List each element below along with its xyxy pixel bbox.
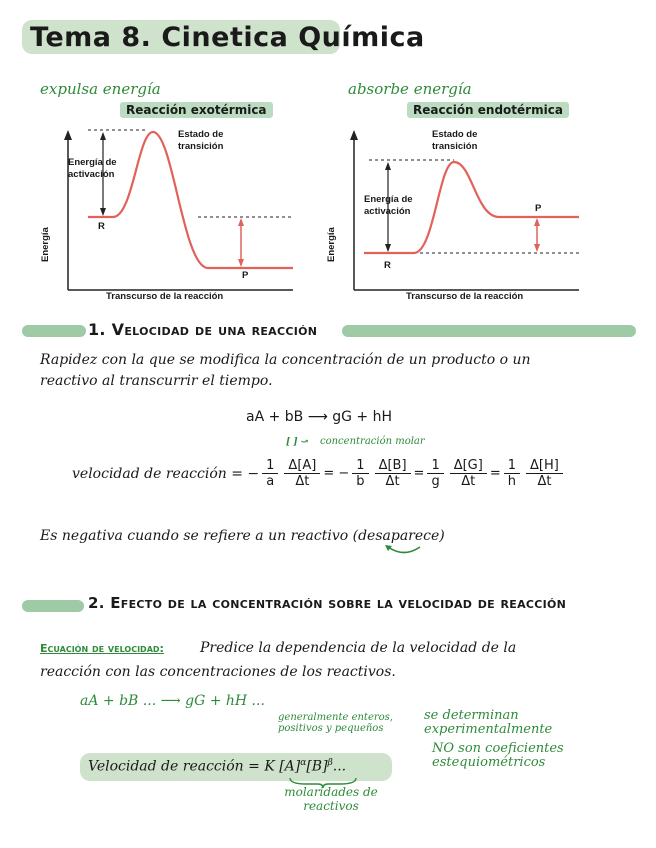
exo-ylabel: Energía — [40, 227, 51, 262]
section1-text-line1: Rapidez con la que se modifica la concentración de un producto o un — [40, 352, 531, 368]
endo-reactant-label: R — [384, 260, 391, 271]
exp-note: generalmente enteros, positivos y pequeños — [278, 712, 393, 734]
ecuacion-text-line1: Predice la dependencia de la velocidad de la — [200, 640, 517, 656]
section1-title: 1. Velocidad de una reacción — [88, 320, 318, 339]
eq-sign-4: = — [489, 466, 501, 481]
endo-ylabel: Energía — [326, 227, 337, 262]
endo-xlabel: Transcurso de la reacción — [406, 291, 524, 302]
rate-eq: Velocidad de reacción = K $[A]^\alpha[B]^\beta$... — [88, 758, 347, 775]
fraction-1g: $\frac{1}{g}$ — [427, 458, 443, 489]
mol-note: molaridades de reactivos — [284, 785, 378, 813]
exo-diagram — [48, 120, 298, 305]
section1-text-line2: reactivo al transcurrir el tiempo. — [40, 373, 273, 389]
exo-xlabel: Transcurso de la reacción — [106, 291, 224, 302]
exp-note-2: se determinan experimentalmente — [424, 708, 553, 737]
fraction-dH: $\frac{\Delta[H]}{\Delta t}$ — [526, 458, 563, 489]
rate-label: velocidad de reacción = − — [72, 465, 260, 482]
exp-note-3: NO son coeficientes estequiométricos — [432, 741, 564, 770]
section2-pill — [22, 600, 84, 612]
endo-transition-label: Estado de transición — [432, 129, 478, 152]
fraction-dB: $\frac{\Delta[B]}{\Delta t}$ — [375, 458, 411, 489]
rate-equation — [72, 458, 566, 489]
negative-arrow — [384, 544, 424, 558]
endo-product-label: P — [535, 203, 542, 214]
endo-activation-label: Energía de activación — [364, 194, 413, 217]
exo-note: expulsa energía — [40, 80, 161, 98]
section1-pill-right — [342, 325, 636, 337]
conc-note: concentración molar — [320, 436, 425, 447]
section1-reaction: aA + bB ⟶ gG + hH — [246, 409, 393, 425]
section1-pill-left — [22, 325, 86, 337]
eq-sign-3: = — [413, 466, 425, 481]
section2-title: 2. Efecto de la concentración sobre la velocidad de reacción — [88, 594, 567, 612]
exo-y-arrow — [64, 130, 72, 140]
endo-title: Reacción endotérmica — [407, 102, 569, 118]
eq-sign-2: = − — [323, 466, 350, 481]
endo-y-arrow — [350, 130, 358, 140]
fraction-dA: $\frac{\Delta[A]}{\Delta t}$ — [284, 458, 320, 489]
fraction-1h: $\frac{1}{h}$ — [504, 458, 520, 489]
exo-reactant-label: R — [98, 221, 105, 232]
fraction-dG: $\frac{\Delta[G]}{\Delta t}$ — [450, 458, 487, 489]
fraction-1b: $\frac{1}{b}$ — [352, 458, 368, 489]
section2-reaction: aA + bB ... ⟶ gG + hH ... — [80, 693, 265, 709]
page-title: Tema 8. Cinetica Química — [30, 22, 425, 53]
ecuacion-label: Ecuación de velocidad: — [40, 642, 164, 655]
exo-transition-label: Estado de transición — [178, 129, 224, 152]
section1-bracket-mark: [ ] ⤻ — [286, 437, 309, 447]
ecuacion-text-line2: reacción con las concentraciones de los reactivos. — [40, 664, 396, 680]
fraction-1a: $\frac{1}{a}$ — [262, 458, 278, 489]
endo-note: absorbe energía — [348, 80, 472, 98]
negative-note: Es negativa cuando se refiere a un reactivo (desaparece) — [40, 528, 445, 544]
exo-title: Reacción exotérmica — [120, 102, 273, 118]
exo-activation-label: Energía de activación — [68, 157, 117, 180]
exo-product-label: P — [242, 270, 249, 281]
